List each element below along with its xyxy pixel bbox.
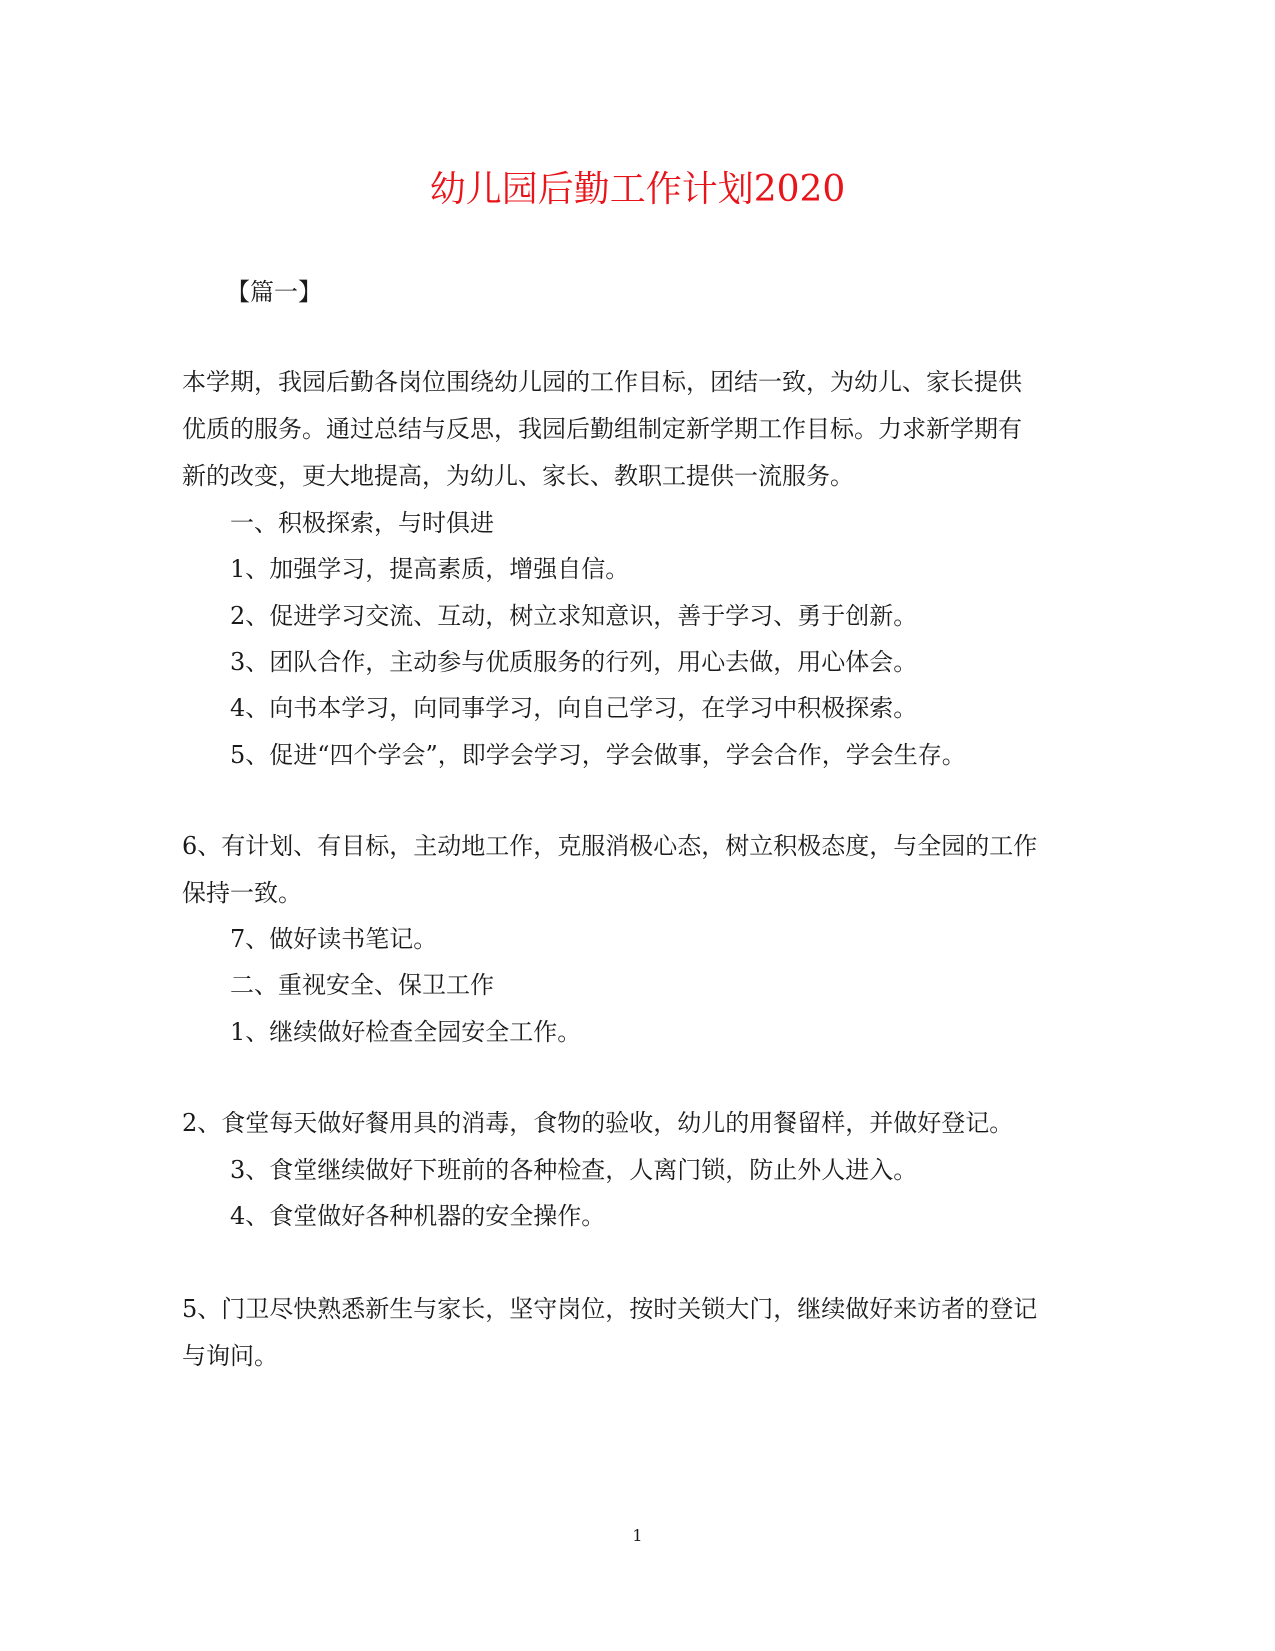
list-item: 5、促进“四个学会”，即学会学习，学会做事，学会合作，学会生存。 (230, 741, 966, 769)
list-item: 4、食堂做好各种机器的安全操作。 (230, 1202, 606, 1230)
list-item: 保持一致。 (182, 879, 302, 907)
section-label: 【篇一】 (226, 278, 322, 306)
list-item: 1、继续做好检查全园安全工作。 (230, 1018, 582, 1046)
list-item: 3、食堂继续做好下班前的各种检查，人离门锁，防止外人进入。 (230, 1156, 918, 1184)
list-item: 3、团队合作，主动参与优质服务的行列，用心去做，用心体会。 (230, 648, 918, 676)
list-item: 4、向书本学习，向同事学习，向自己学习，在学习中积极探索。 (230, 694, 918, 722)
document-title: 幼儿园后勤工作计划2020 (429, 169, 846, 210)
list-item: 2、促进学习交流、互动，树立求知意识，善于学习、勇于创新。 (230, 602, 918, 630)
list-item: 2、食堂每天做好餐用具的消毒，食物的验收，幼儿的用餐留样，并做好登记。 (182, 1109, 1014, 1137)
body-line: 本学期，我园后勤各岗位围绕幼儿园的工作目标，团结一致，为幼儿、家长提供 (182, 368, 1022, 396)
list-item: 6、有计划、有目标，主动地工作，克服消极心态，树立积极态度，与全园的工作 (182, 832, 1038, 860)
list-item: 5、门卫尽快熟悉新生与家长，坚守岗位，按时关锁大门，继续做好来访者的登记 (182, 1295, 1038, 1323)
list-item: 与询问。 (182, 1342, 278, 1370)
page-number: 1 (632, 1526, 643, 1545)
heading-line: 二、重视安全、保卫工作 (230, 971, 494, 999)
body-line: 优质的服务。通过总结与反思，我园后勤组制定新学期工作目标。力求新学期有 (182, 415, 1022, 443)
list-item: 7、做好读书笔记。 (230, 925, 438, 953)
list-item: 1、加强学习，提高素质，增强自信。 (230, 555, 630, 583)
body-line: 新的改变，更大地提高，为幼儿、家长、教职工提供一流服务。 (182, 462, 854, 490)
heading-line: 一、积极探索，与时俱进 (230, 509, 494, 537)
